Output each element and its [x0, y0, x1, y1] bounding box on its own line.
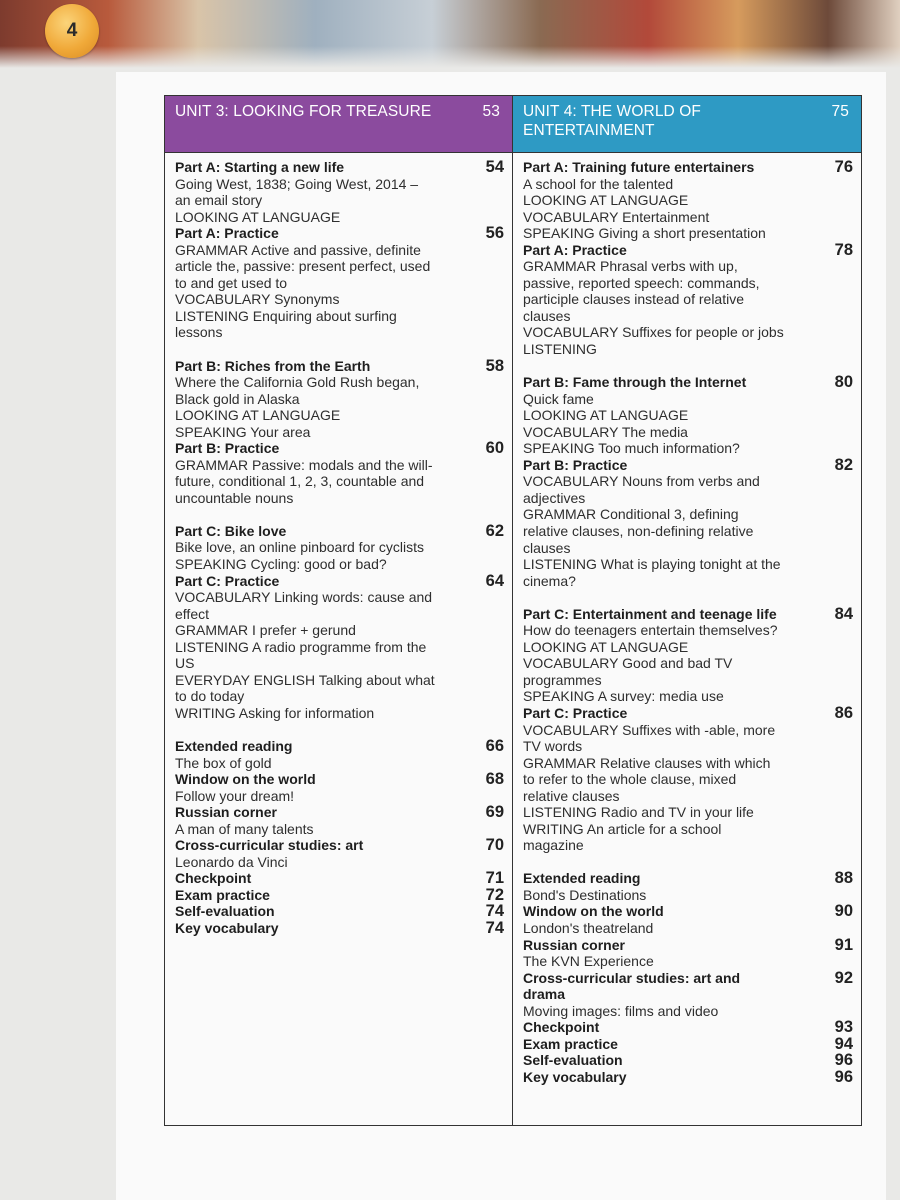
unit-3-entries: [165, 153, 512, 937]
entry-line: Bike love, an online pinboard for cyclists: [175, 539, 425, 556]
entry-page: 84: [834, 604, 853, 623]
entry-title: Part C: Practice: [175, 572, 280, 589]
unit-4-title: UNIT 4: THE WORLD OF ENTERTAINMENT: [523, 103, 701, 139]
toc-entry[interactable]: [175, 771, 504, 788]
entry-line: Moving images: films and video: [523, 1002, 719, 1019]
entry-line: SPEAKING Your area: [175, 423, 311, 440]
entry-page: 71: [485, 869, 504, 888]
entry-line: VOCABULARY Nouns from verbs and: [523, 473, 760, 490]
entry-title: Part B: Riches from the Earth: [175, 357, 371, 374]
entry-line: to refer to the whole clause, mixed: [523, 771, 737, 788]
entry-title: Part C: Practice: [523, 704, 628, 721]
entry-line: GRAMMAR Passive: modals and the will-: [175, 456, 433, 473]
entry-page: 62: [485, 521, 504, 540]
entry-line: A man of many talents: [175, 820, 314, 837]
entry-title: Part A: Practice: [175, 225, 279, 242]
unit-3-page: 53: [482, 103, 500, 120]
entry-line: GRAMMAR Active and passive, definite: [175, 241, 421, 258]
toc-entry[interactable]: [175, 159, 504, 176]
entry-title: Part B: Fame through the Internet: [523, 374, 747, 391]
entry-line: GRAMMAR I prefer + gerund: [175, 622, 356, 639]
entry-line: GRAMMAR Phrasal verbs with up,: [523, 258, 738, 275]
entry-title: Self-evaluation: [523, 1052, 623, 1069]
entry-page: 96: [834, 1051, 853, 1070]
entry-line: VOCABULARY Entertainment: [523, 208, 710, 225]
toc-entry[interactable]: [523, 1019, 853, 1036]
entry-page: 60: [485, 439, 504, 458]
entry-line: VOCABULARY Suffixes for people or jobs: [523, 324, 784, 341]
entry-line: VOCABULARY The media: [523, 423, 688, 440]
toc-entry[interactable]: [175, 738, 504, 755]
entry-line: Bond's Destinations: [523, 886, 647, 903]
entry-line: to do today: [175, 688, 245, 705]
toc-entry[interactable]: [175, 573, 504, 590]
entry-line: The KVN Experience: [523, 953, 654, 970]
entry-page: 91: [834, 935, 853, 954]
entry-line: LOOKING AT LANGUAGE: [523, 407, 689, 424]
entry-line: VOCABULARY Linking words: cause and: [175, 589, 433, 606]
entry-line: LOOKING AT LANGUAGE: [523, 192, 689, 209]
entry-page: 68: [485, 770, 504, 789]
entry-title: Key vocabulary: [175, 920, 279, 937]
entry-page: 96: [834, 1067, 853, 1086]
entry-line: participle clauses instead of relative: [523, 291, 745, 308]
unit-3-header: [165, 96, 512, 153]
unit-4-header: [513, 96, 861, 153]
entry-line: passive, reported speech: commands,: [523, 274, 760, 291]
entry-line: LISTENING Radio and TV in your life: [523, 804, 754, 821]
entry-line: LISTENING Enquiring about surfing: [175, 307, 397, 324]
entry-title: Exam practice: [175, 886, 270, 903]
entry-line: GRAMMAR Conditional 3, defining: [523, 506, 739, 523]
entry-line: How do teenagers entertain themselves?: [523, 622, 778, 639]
entry-title: Part A: Practice: [523, 241, 627, 258]
entry-line: LOOKING AT LANGUAGE: [523, 638, 689, 655]
entry-line: article the, passive: present perfect, used: [175, 258, 431, 275]
entry-title: Part B: Practice: [523, 456, 628, 473]
page-number: 4: [66, 20, 78, 41]
entry-title: Extended reading: [175, 738, 293, 754]
entry-title: Checkpoint: [175, 870, 252, 887]
toc-entry[interactable]: [175, 804, 504, 821]
entry-line: Leonardo da Vinci: [175, 853, 288, 870]
toc-entry[interactable]: [523, 1069, 853, 1086]
toc-entry[interactable]: [523, 870, 853, 887]
toc-entry[interactable]: [175, 440, 504, 457]
table-of-contents: [164, 95, 862, 1126]
entry-line: VOCABULARY Synonyms: [175, 291, 340, 308]
toc-entry[interactable]: [523, 937, 853, 954]
entry-page: 69: [485, 803, 504, 822]
entry-line: Where the California Gold Rush began,: [175, 374, 420, 391]
entry-line: SPEAKING Giving a short presentation: [523, 225, 766, 242]
entry-page: 66: [485, 737, 504, 755]
unit-4-page: 75: [831, 103, 849, 120]
entry-title: Cross-curricular studies: art: [175, 837, 364, 854]
entry-page: 72: [485, 885, 504, 904]
entry-title: Part C: Bike love: [175, 522, 287, 539]
entry-page: 86: [834, 703, 853, 722]
entry-page: 58: [485, 356, 504, 375]
entry-title: Cross-curricular studies: art and: [523, 969, 741, 986]
entry-line: uncountable nouns: [175, 489, 294, 506]
entry-title: Part A: Training future entertainers: [523, 159, 755, 175]
entry-line: GRAMMAR Relative clauses with which: [523, 754, 771, 771]
entry-page: 74: [485, 919, 504, 938]
entry-title: Russian corner: [523, 936, 625, 953]
entry-line: to and get used to: [175, 274, 288, 291]
entry-page: 70: [485, 836, 504, 855]
entry-line: EVERYDAY ENGLISH Talking about what: [175, 671, 435, 688]
header-photo-strip: [0, 0, 900, 68]
toc-entry[interactable]: [523, 1036, 853, 1053]
entry-title: Key vocabulary: [523, 1068, 627, 1085]
entry-title: Part A: Starting a new life: [175, 159, 345, 175]
entry-title: Checkpoint: [523, 1019, 600, 1036]
entry-line: LISTENING A radio programme from the: [175, 638, 427, 655]
toc-entry[interactable]: [175, 903, 504, 920]
entry-line: WRITING Asking for information: [175, 704, 375, 721]
toc-entry[interactable]: [523, 705, 853, 722]
toc-entry[interactable]: [523, 970, 853, 987]
entry-line: Follow your dream!: [175, 787, 295, 804]
entry-page: 88: [834, 869, 853, 888]
entry-line: SPEAKING Too much information?: [523, 440, 740, 457]
entry-title: Extended reading: [523, 870, 641, 887]
entry-line: adjectives: [523, 489, 586, 506]
toc-entry[interactable]: [175, 920, 504, 937]
entry-line: SPEAKING Cycling: good or bad?: [175, 556, 387, 573]
toc-entry[interactable]: [523, 903, 853, 920]
entry-page: 92: [834, 968, 853, 987]
toc-entry[interactable]: [523, 606, 853, 623]
toc-entry[interactable]: [175, 837, 504, 854]
entry-page: 82: [834, 455, 853, 474]
toc-entry[interactable]: [523, 242, 853, 259]
entry-line: Black gold in Alaska: [175, 390, 300, 407]
entry-page: 90: [834, 902, 853, 921]
entry-page: 56: [485, 224, 504, 243]
entry-line: LOOKING AT LANGUAGE: [175, 407, 341, 424]
entry-title: Part B: Practice: [175, 440, 280, 457]
entry-line: Going West, 1838; Going West, 2014 –: [175, 175, 419, 192]
toc-entry[interactable]: [523, 457, 853, 474]
toc-entry[interactable]: [523, 1052, 853, 1069]
entry-title: Window on the world: [175, 771, 316, 788]
entry-line: clauses: [523, 307, 571, 324]
entry-line: an email story: [175, 192, 263, 209]
entry-page: 94: [834, 1034, 853, 1053]
entry-title: Part C: Entertainment and teenage life: [523, 605, 777, 622]
entry-line: effect: [175, 605, 209, 622]
entry-line: LISTENING: [523, 341, 597, 358]
entry-line: lessons: [175, 324, 223, 341]
entry-line: VOCABULARY Suffixes with -able, more: [523, 721, 776, 738]
entry-line: London's theatreland: [523, 920, 654, 937]
toc-entry[interactable]: [523, 159, 853, 176]
entry-page: 93: [834, 1018, 853, 1037]
entry-line: WRITING An article for a school: [523, 820, 722, 837]
entry-line: VOCABULARY Good and bad TV: [523, 655, 733, 672]
entry-title: Self-evaluation: [175, 903, 275, 920]
entry-line: US: [175, 655, 195, 672]
unit-3-column: [165, 96, 513, 1125]
entry-page: 80: [834, 373, 853, 392]
entry-page: 76: [834, 158, 853, 176]
toc-entry[interactable]: [523, 374, 853, 391]
entry-title-cont: drama: [523, 986, 566, 1003]
entry-line: LISTENING What is playing tonight at the: [523, 556, 781, 573]
entry-line: magazine: [523, 837, 584, 854]
unit-4-column: [513, 96, 861, 1125]
entry-line: LOOKING AT LANGUAGE: [175, 208, 341, 225]
unit-4-entries: [513, 153, 861, 1085]
entry-line: clauses: [523, 539, 571, 556]
entry-title: Russian corner: [175, 804, 277, 821]
entry-title: Window on the world: [523, 903, 664, 920]
entry-line: A school for the talented: [523, 175, 674, 192]
entry-line: relative clauses: [523, 787, 620, 804]
entry-line: relative clauses, non-defining relative: [523, 522, 754, 539]
entry-line: Quick fame: [523, 390, 594, 407]
unit-3-title: UNIT 3: LOOKING FOR TREASURE: [175, 103, 432, 120]
entry-line: TV words: [523, 738, 583, 755]
toc-entry[interactable]: [175, 870, 504, 887]
entry-title: Exam practice: [523, 1035, 618, 1052]
toc-entry[interactable]: [175, 225, 504, 242]
entry-page: 78: [834, 240, 853, 259]
page-number-badge: [45, 4, 99, 58]
entry-line: The box of gold: [175, 754, 272, 771]
toc-entry[interactable]: [175, 523, 504, 540]
entry-page: 54: [485, 158, 504, 176]
entry-line: SPEAKING A survey: media use: [523, 688, 724, 705]
entry-page: 64: [485, 571, 504, 590]
entry-page: 74: [485, 902, 504, 921]
entry-line: future, conditional 1, 2, 3, countable and: [175, 473, 425, 490]
toc-entry[interactable]: [175, 358, 504, 375]
toc-entry[interactable]: [175, 887, 504, 904]
entry-line: programmes: [523, 671, 602, 688]
entry-line: cinema?: [523, 572, 576, 589]
